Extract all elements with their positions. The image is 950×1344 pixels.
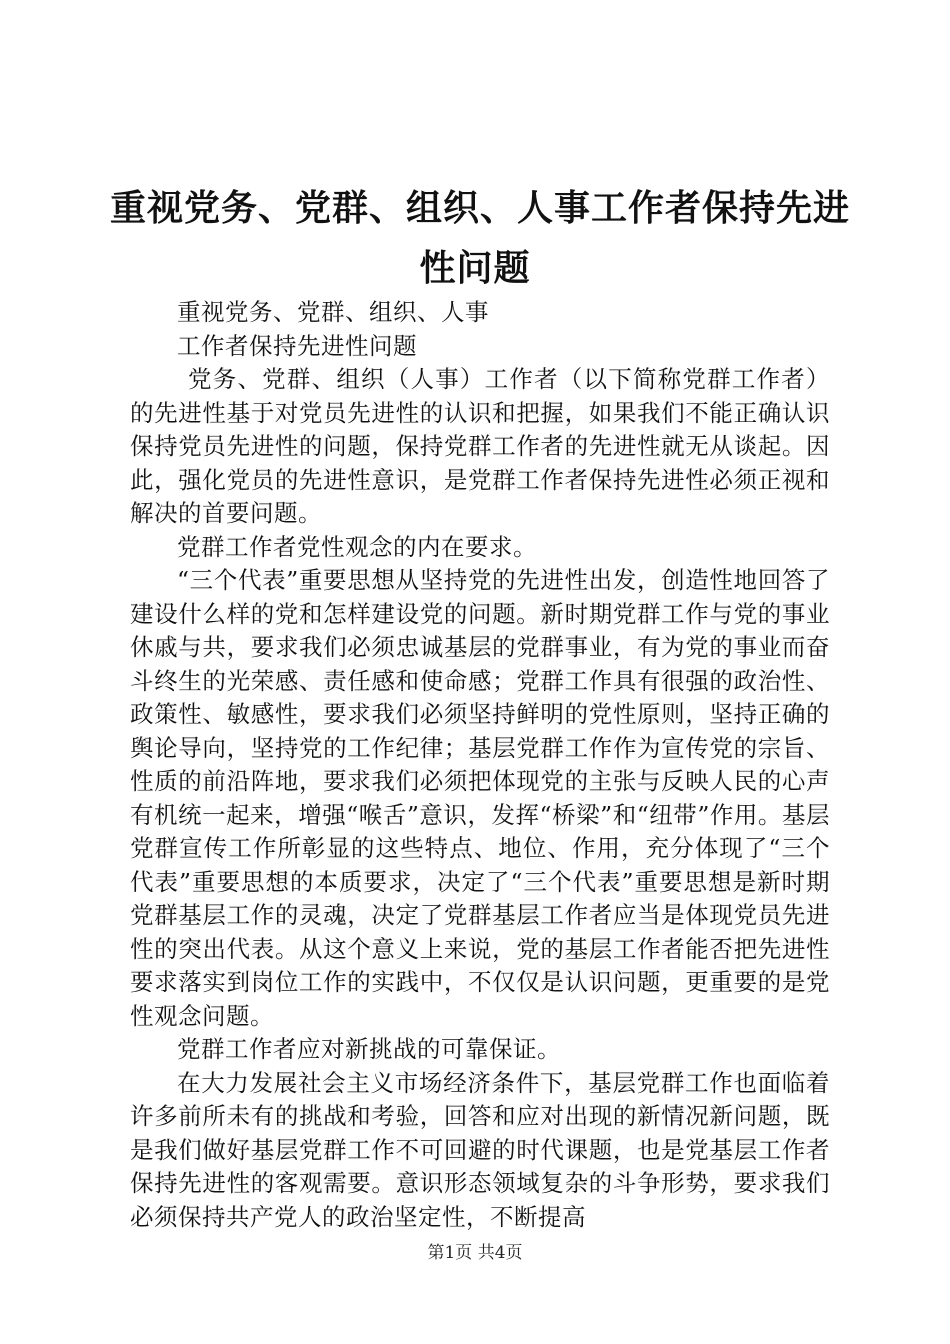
document-body <box>130 296 830 1234</box>
body-paragraph: 党务、党群、组织（人事）工作者（以下简称党群工作者）的先进性基于对党员先进性的认识和把握，如果我们不能正确认识保持党员先进性的问题，保持党群工作者的先进性就无从谈起。因此，强化党员的先进性意识，是党群工作者保持先进性必须正视和解决的首要问题。 <box>130 365 830 527</box>
body-paragraph: 在大力发展社会主义市场经济条件下，基层党群工作也面临着许多前所未有的挑战和考验，回答和应对出现的新情况新问题，既是我们做好基层党群工作不可回避的时代课题，也是党基层工作者保持先进性的客观需要。意识形态领域复杂的斗争形势，要求我们必须保持共产党人的政治坚定性，不断提高 <box>130 1068 830 1231</box>
document-title-line-1: 重视党务、党群、组织、人事工作者保持先进 <box>110 187 851 229</box>
subtitle-line-2: 工作者保持先进性问题 <box>177 331 417 360</box>
section-heading: 党群工作者应对新挑战的可靠保证。 <box>177 1035 561 1063</box>
section-heading: 党群工作者党性观念的内在要求。 <box>177 532 537 561</box>
page-footer: 第1页 共4页 <box>427 1243 523 1263</box>
body-paragraph: “三个代表”重要思想从坚持党的先进性出发，创造性地回答了建设什么样的党和怎样建设党的问题。新时期党群工作与党的事业休戚与共，要求我们必须忠诚基层的党群事业，有为党的事业而奋斗终生的光荣感、责任感和使命感；党群工作具有很强的政治性、政策性、敏感性，要求我们必须坚持鲜明的党性原则，坚持正确的舆论导向，坚持党的工作纪律；基层党群工作作为宣传党的宗旨、性质的前沿阵地，要求我们必须把体现党的主张与反映人民的心声有机统一起来，增强“喉舌”意识，发挥“桥梁”和“纽带”作用。基层党群宣传工作所彰显的这些特点、地位、作用，充分体现了“三个代表”重要思想的本质要求，决定了“三个代表”重要思想是新时期党群基层工作的灵魂，决定了党群基层工作者应当是体现党员先进性的突出代表。从这个意义上来说，党的基层工作者能否把先进性要求落实到岗位工作的实践中，不仅仅是认识问题，更重要的是党性观念问题。 <box>130 566 830 1030</box>
subtitle-line-1: 重视党务、党群、组织、人事 <box>177 298 489 326</box>
document-title-line-2: 性问题 <box>419 247 531 289</box>
